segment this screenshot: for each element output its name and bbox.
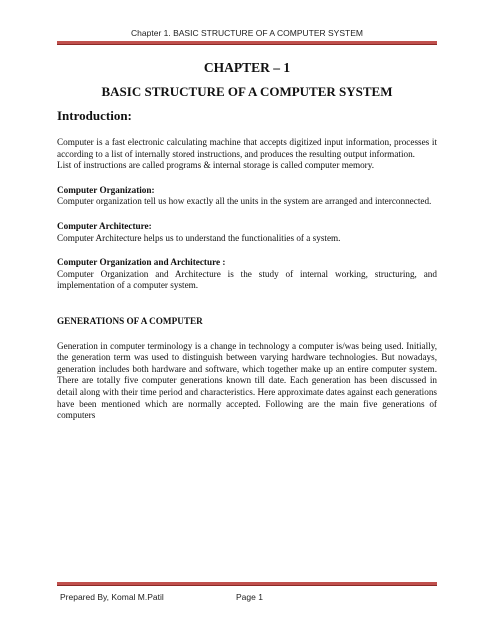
generations-heading: GENERATIONS OF A COMPUTER (57, 315, 203, 326)
footer-author: Prepared By, Komal M.Patil (60, 592, 164, 602)
intro-paragraph: Computer is a fast electronic calculating machine that accepts digitized input information, processes it according to a list of internally stored instructions, and produces the resulting output information. (57, 137, 437, 159)
introduction-heading: Introduction: (57, 108, 132, 123)
architecture-text: Computer Architecture helps us to understand the functionalities of a system. (57, 232, 341, 243)
page-content (57, 108, 437, 422)
organization-heading: Computer Organization: (57, 184, 155, 195)
intro-paragraph-2: List of instructions are called programs & internal storage is called computer memory. (57, 160, 375, 171)
chapter-subtitle: BASIC STRUCTURE OF A COMPUTER SYSTEM (101, 84, 393, 99)
footer-rule (57, 582, 437, 586)
organization-text: Computer organization tell us how exactly all the units in the system are arranged and interconnected. (57, 196, 432, 207)
header-rule (57, 41, 437, 45)
page-header: Chapter 1. BASIC STRUCTURE OF A COMPUTER SYSTEM (131, 28, 363, 38)
footer-page-number: Page 1 (236, 592, 263, 602)
architecture-heading: Computer Architecture: (57, 220, 152, 231)
generations-text: Generation in computer terminology is a change in technology a computer is/was being used. Initially, the generation term was used to distinguish between varying hardware technologies. But nowadays, generation includes both hardware and software, which together make up an entire computer system. There are totally five computer generations known till date. Each generation has been discussed in detail along with their time period and characteristics. Here approximate dates against each generations have been mentioned which are normally accepted. Following are the main five generations of computers (57, 340, 437, 421)
org-arch-heading: Computer Organization and Architecture : (57, 257, 226, 268)
org-arch-text: Computer Organization and Architecture is the study of internal working, structuring, and implementation of a computer system. (57, 268, 437, 291)
chapter-title: CHAPTER – 1 (203, 60, 291, 75)
